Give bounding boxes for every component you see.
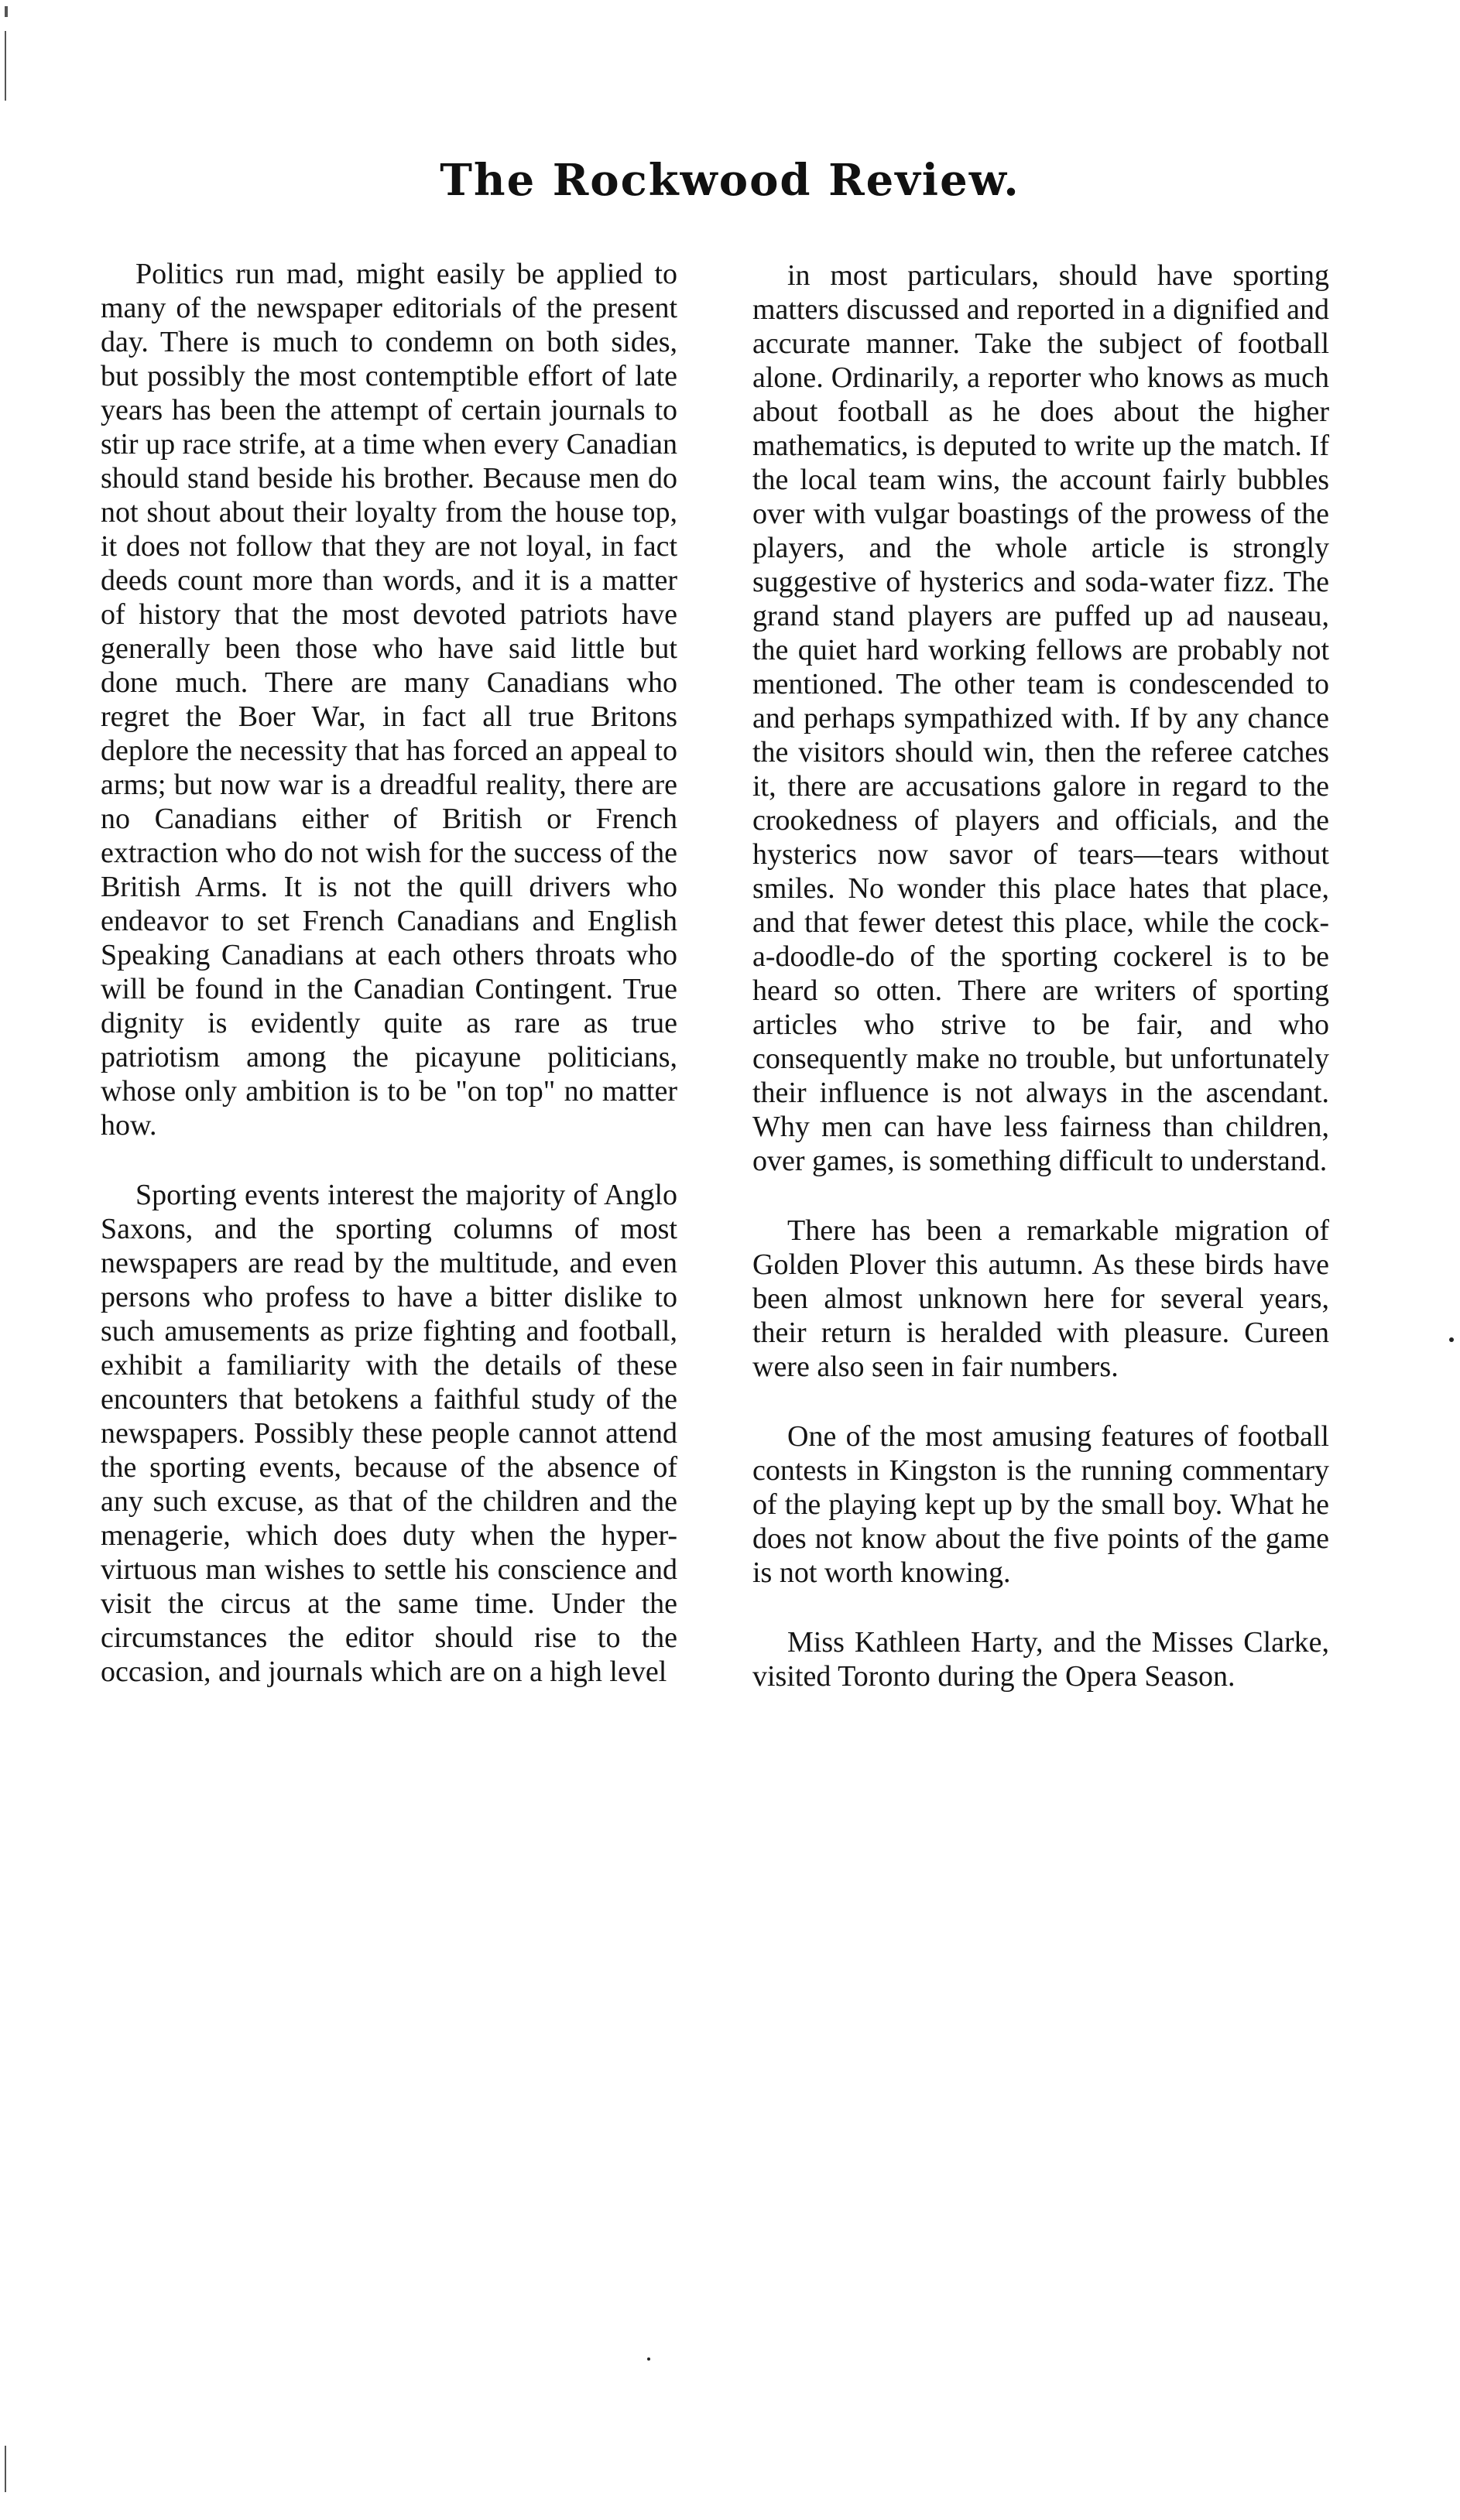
margin-mark: [5, 31, 6, 101]
print-speck: [647, 2357, 650, 2361]
editorial-sporting-continued: in most particulars, should have sporting matters discussed and reported in a dignified and accurate manner. Take the subject of football alone. Ordinarily, a reporter who knows as much about football as he does about the higher mathematics, is deputed to write up the match. If the local team wins, the account fairly bubbles over with vulgar boastings of the prowess of the players, and the whole article is strongly suggestive of hysterics and soda-water fizz. The grand stand players are puffed up ad nauseau, the quiet hard working fellows are probably not mentioned. The other team is condescended to and perhaps sympathized with. If by any chance the visitors should win, then the referee catches it, there are accusations galore in regard to the crookedness of players and officials, and the hysterics now savor of tears—tears without smiles. No wonder this place hates that place, and that fewer detest this place, while the cock-a-doodle-do of the sporting cockerel is to be heard so otten. There are writers of sporting articles who strive to be fair, and who consequently make no trouble, but unfortunately their influence is not always in the ascendant. Why men can have less fairness than children, over games, is something difficult to understand.: [752, 259, 1329, 1177]
right-column: [752, 259, 1329, 1729]
left-column: [101, 257, 677, 1724]
margin-mark: [5, 6, 8, 17]
editorial-sporting: Sporting events interest the majority of Anglo Saxons, and the sporting columns of most newspapers are read by the multitude, and even persons who profess to have a bitter dislike to such amusements as prize fighting and football, exhibit a familiarity with the details of these encounters that betokens a faithful study of the newspapers. Possibly these people cannot attend the sporting events, because of the absence of any such excuse, as that of the children and the menagerie, which does duty when the hyper-virtuous man wishes to settle his conscience and visit the circus at the same time. Under the circumstances the editor should rise to the occasion, and journals which are on a high level: [101, 1179, 677, 1688]
masthead-title: The Rockwood Review.: [440, 155, 1020, 206]
print-speck: [1449, 1337, 1454, 1342]
note-football-kingston: One of the most amusing features of football contests in Kingston is the running commentary of the playing kept up by the small boy. What he does not know about the five points of the game is not worth knowing.: [752, 1420, 1329, 1589]
note-opera-season: Miss Kathleen Harty, and the Misses Clarke, visited Toronto during the Opera Season.: [752, 1626, 1329, 1693]
note-golden-plover: There has been a remarkable migration of Golden Plover this autumn. As these birds have been almost unknown here for several years, their return is heralded with pleasure. Cureen were also seen in fair numbers.: [752, 1214, 1329, 1383]
editorial-politics: Politics run mad, might easily be applied to many of the newspaper editorials of the present day. There is much to condemn on both sides, but possibly the most contemptible effort of late years has been the attempt of certain journals to stir up race strife, at a time when every Canadian should stand beside his brother. Because men do not shout about their loyalty from the house top, it does not follow that they are not loyal, in fact deeds count more than words, and it is a matter of history that the most devoted patriots have generally been those who have said little but done much. There are many Canadians who regret the Boer War, in fact all true Britons deplore the necessity that has forced an appeal to arms; but now war is a dreadful reality, there are no Canadians either of British or French extraction who do not wish for the success of the British Arms. It is not the quill drivers who endeavor to set French Canadians and English Speaking Canadians at each others throats who will be found in the Canadian Contingent. True dignity is evidently quite as rare as true patriotism among the picayune politicians, whose only ambition is to be "on top" no matter how.: [101, 258, 677, 1142]
margin-mark: [5, 2446, 6, 2492]
